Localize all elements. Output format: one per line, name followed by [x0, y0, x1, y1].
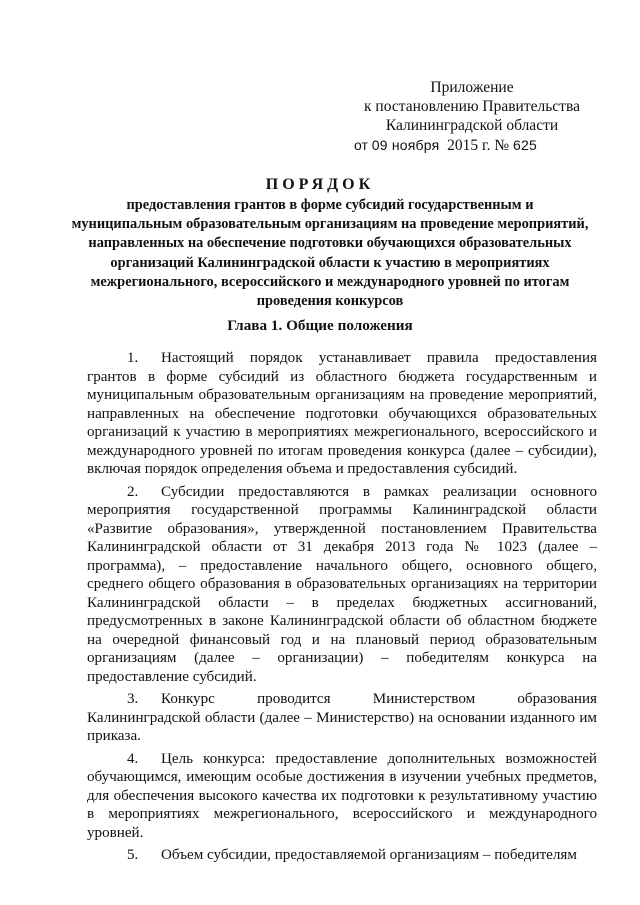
- paragraph: [87, 483, 597, 687]
- date-prefix: от: [354, 137, 368, 153]
- paragraph-text: Цель конкурса: предоставление дополнительных возможностей обучающимся, имеющим особые достижения в изучении учебных предметов, для обеспечения высокого качества их подготовки к результативному участию в мероприятиях межрегионального, всероссийского и международного уровней.: [87, 750, 597, 841]
- paragraph-text: Конкурс проводится Министерством образования Калининградской области (далее – Министерство) на основании изданного им приказа.: [87, 691, 597, 744]
- paragraph-number: 4.: [127, 750, 139, 767]
- paragraph-number: 3.: [127, 691, 139, 707]
- document-subtitle: предоставления грантов в форме субсидий государственным и муниципальным образовательным организациям на проведение мероприятий, направленных на обеспечение подготовки обучающихся образовательных организаций Калининградской области к участию в мероприятиях межрегионального, всероссийского и международного уровней по итогам проведения конкурсов: [71, 197, 589, 310]
- appendix-date-line: [342, 136, 602, 155]
- document-number: 625: [513, 137, 537, 153]
- paragraph: [87, 750, 597, 843]
- appendix-line-3: Калининградской области: [385, 117, 559, 134]
- paragraph-number: 1.: [127, 350, 139, 366]
- paragraph-text: Субсидии предоставляются в рамках реализации основного мероприятия государственной программы Калининградской области «Развитие образования», утвержденной постановлением Правительства Калининградской области от 31 декабря 2013 года № 1023 (далее – программа), – предоставление начального общего, основного общего, среднего общего образования в образовательных организациях на территории Калининградской области – в пределах бюджетных ассигнований, предусмотренных в законе Калининградской области об областном бюджете на очередной финансовый год и на плановый период образовательным организациям (далее – организации) – победителям конкурса на предоставление субсидий.: [87, 483, 597, 685]
- paragraph: [87, 846, 597, 865]
- paragraph-text: Объем субсидии, предоставляемой организациям – победителям: [161, 847, 577, 863]
- appendix-block: [342, 78, 602, 155]
- chapter-heading: Глава 1. Общие положения: [227, 317, 413, 334]
- document-title: ПОРЯДОК: [265, 176, 375, 193]
- paragraph-number: 5.: [127, 847, 139, 863]
- paragraph-text: Настоящий порядок устанавливает правила предоставления грантов в форме субсидий из областного бюджета государственным и муниципальным образовательным организациям на проведение мероприятий, направленных на обеспечение подготовки обучающихся образовательных организаций к участию в мероприятиях межрегионального, всероссийского и международного уровней по итогам проведения конкурса (далее – субсидии), включая порядок определения объема и предоставления субсидий.: [87, 350, 597, 477]
- paragraph: [87, 349, 597, 479]
- appendix-line-2: к постановлению Правительства: [364, 98, 580, 115]
- date-filled: 09 ноября: [371, 137, 440, 153]
- paragraph: [87, 690, 597, 746]
- date-year-label: 2015 г. №: [447, 137, 510, 154]
- appendix-line-1: Приложение: [430, 79, 514, 96]
- document-body: [87, 349, 597, 869]
- paragraph-number: 2.: [127, 483, 139, 500]
